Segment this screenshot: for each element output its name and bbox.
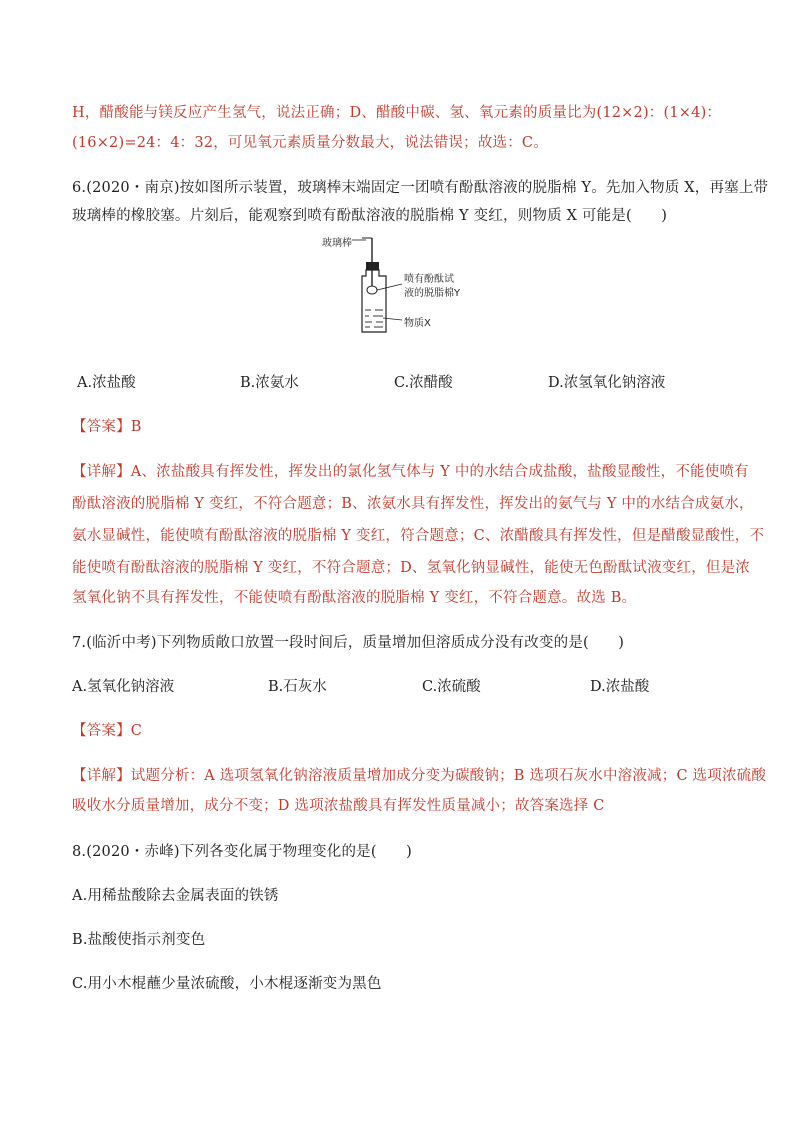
q6-answer: 【答案】B [72, 419, 142, 435]
q7-detail-line-2: 吸收水分质量增加，成分不变；D 选项浓盐酸具有挥发性质量减小；故答案选择 C [72, 798, 605, 814]
q7-answer: 【答案】C [72, 723, 143, 739]
q6-detail-line-3: 氨水显碱性，能使喷有酚酞溶液的脱脂棉 Y 变红，符合题意；C、浓醋酸具有挥发性，但是醋酸显酸性，不 [72, 528, 765, 544]
q8-option-a: A.用稀盐酸除去金属表面的铁锈 [72, 888, 279, 904]
q7-detail-line-1: 【详解】试题分析：A 选项氢氧化钠溶液质量增加成分变为碳酸钠；B 选项石灰水中溶液减；C 选项浓硫酸 [72, 768, 767, 784]
q7-stem: 7.(临沂中考)下列物质敞口放置一段时间后，质量增加但溶质成分没有改变的是( ) [72, 635, 625, 651]
q6-option-d: D.浓氢氧化钠溶液 [548, 375, 666, 391]
prev-detail-line-2: (16×2)=24：4：32，可见氧元素质量分数最大，说法错误；故选：C。 [72, 135, 548, 151]
q7-option-c: C.浓硫酸 [422, 679, 481, 695]
q6-option-c: C.浓醋酸 [394, 375, 453, 391]
label-cotton-line-2: 液的脱脂棉Y [404, 288, 461, 299]
apparatus-figure [322, 232, 482, 338]
q7-option-a: A.氢氧化钠溶液 [72, 679, 175, 695]
q8-stem: 8.(2020・赤峰)下列各变化属于物理变化的是( ) [72, 844, 412, 860]
q6-option-a: A.浓盐酸 [77, 375, 136, 391]
q6-detail-line-2: 酚酞溶液的脱脂棉 Y 变红，不符合题意；B、浓氨水具有挥发性，挥发出的氨气与 Y 中的水结合成氨水， [72, 496, 754, 512]
q6-detail-line-1: 【详解】A、浓盐酸具有挥发性，挥发出的氯化氢气体与 Y 中的水结合成盐酸，盐酸显酸性，不能使喷有 [72, 464, 749, 480]
q7-option-b: B.石灰水 [268, 679, 327, 695]
q6-detail-line-5: 氢氧化钠不具有挥发性，不能使喷有酚酞溶液的脱脂棉 Y 变红，不符合题意。故选 B。 [72, 590, 637, 606]
q8-option-b: B.盐酸使指示剂变色 [72, 932, 206, 948]
q6-option-b: B.浓氨水 [240, 375, 299, 391]
label-substance-x: 物质X [404, 318, 431, 329]
label-glass-rod: 玻璃棒 [322, 238, 352, 249]
q6-stem-line-1: 6.(2020・南京)按如图所示装置，玻璃棒末端固定一团喷有酚酞溶液的脱脂棉 Y。先加入物质 X，再塞上带 [72, 180, 769, 196]
q7-option-d: D.浓盐酸 [590, 679, 650, 695]
q8-option-c: C.用小木棍蘸少量浓硫酸，小木棍逐渐变为黑色 [72, 976, 382, 992]
q6-stem-line-2: 玻璃棒的橡胶塞。片刻后，能观察到喷有酚酞溶液的脱脂棉 Y 变红，则物质 X 可能是( ) [72, 208, 668, 224]
label-cotton-line-1: 喷有酚酞试 [404, 274, 454, 285]
q6-detail-line-4: 能使喷有酚酞溶液的脱脂棉 Y 变红，不符合题意；D、氢氧化钠显碱性，能使无色酚酞试液变红，但是浓 [72, 560, 751, 576]
prev-detail-line-1: H，醋酸能与镁反应产生氢气，说法正确；D、醋酸中碳、氢、氧元素的质量比为(12×2)：(1×4)： [72, 105, 722, 121]
